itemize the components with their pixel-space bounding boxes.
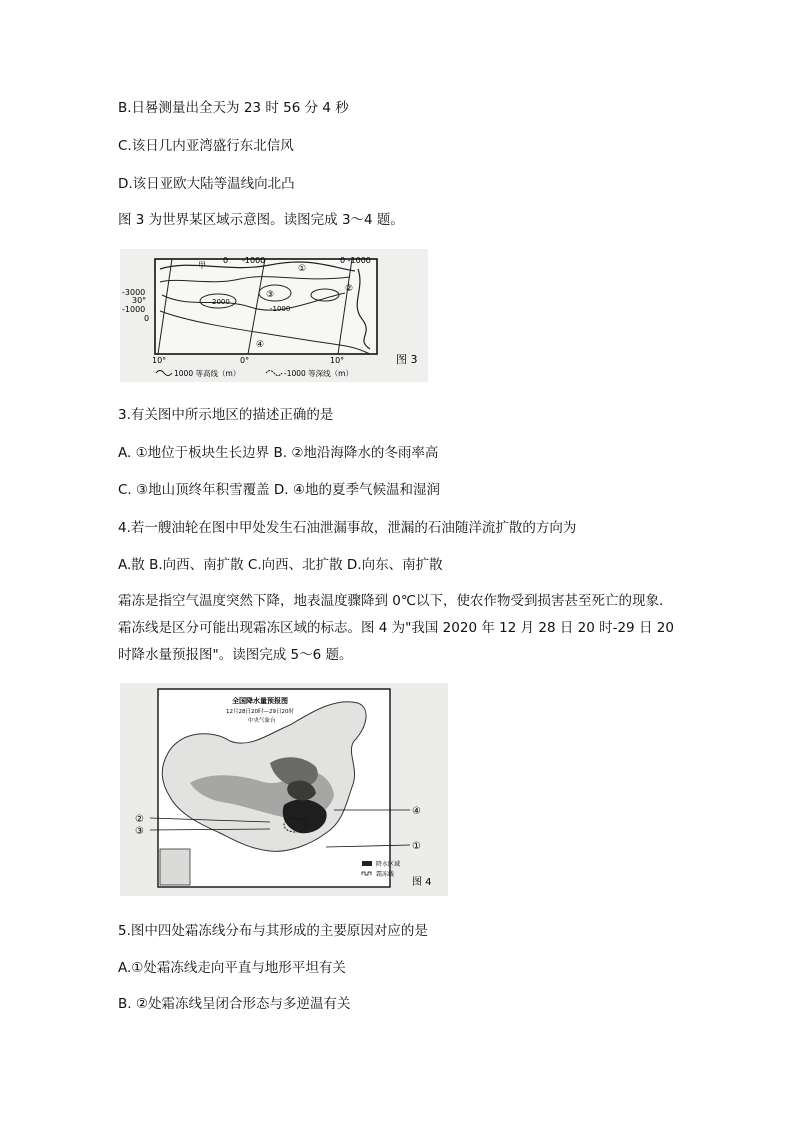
question-3-options-cd: C. ③地山顶终年积雪覆盖 D. ④地的夏季气候温和湿润: [118, 482, 440, 498]
legend-precip: 降水区域: [376, 861, 401, 868]
label-jia: 甲: [198, 261, 206, 270]
legend-isobath-swatch: [266, 371, 282, 376]
frost-intro-paragraph: 霜冻是指空气温度突然下降，地表温度骤降到 0℃以下，使农作物受到损害甚至死亡的现象. 霜冻线是区分可能出现霜冻区域的标志。图 4 为"我国 2020 年 12 月 28 日 20 时-29 日 20 时降水量预报图"。读图完成 5～6 题。: [118, 593, 674, 663]
label-n1: ①: [298, 264, 307, 274]
question-4-options: A.散 B.向西、南扩散 C.向西、北扩散 D.向东、南扩散: [118, 557, 443, 573]
question-3-options-ab: A. ①地位于板块生长边界 B. ②地沿海降水的冬雨率高: [118, 445, 439, 461]
label-n3: ③: [266, 290, 275, 300]
label-left-m1000: -1000: [122, 305, 146, 314]
label-n1: ①: [412, 841, 421, 852]
label-n2: ②: [345, 284, 354, 294]
label-top-right: 0 -1000: [340, 256, 371, 265]
label-lon-e10: 10°: [330, 356, 345, 365]
map-frame: [155, 259, 377, 354]
label-left-m3000: -3000: [122, 288, 146, 297]
label-m1000: -1000: [270, 305, 291, 313]
legend-isobath: -1000 等深线（m）: [284, 369, 353, 378]
map-agency: 中央气象台: [248, 718, 276, 724]
label-top-m1000: -1000: [242, 256, 266, 265]
figure-3-caption: 图 3: [396, 353, 418, 366]
figure-3-intro: 图 3 为世界某区域示意图。读图完成 3～4 题。: [118, 212, 404, 228]
label-2000: 2000: [212, 298, 230, 306]
question-2-option-d: D.该日亚欧大陆等温线向北凸: [118, 176, 295, 192]
question-4-stem: 4.若一艘油轮在图中甲处发生石油泄漏事故，泄漏的石油随洋流扩散的方向为: [118, 520, 577, 536]
label-lon-w10: 10°: [152, 356, 167, 365]
question-2-option-c: C.该日几内亚湾盛行东北信风: [118, 138, 294, 154]
legend-contour-swatch: [156, 371, 172, 376]
figure-4-map: [120, 683, 448, 896]
question-5-option-b: B. ②处霜冻线呈闭合形态与多逆温有关: [118, 996, 351, 1012]
map-subtitle: 12月28日20时—29日20时: [226, 709, 294, 715]
legend-precip-swatch: [362, 861, 372, 866]
question-5-option-a: A.①处霜冻线走向平直与地形平坦有关: [118, 960, 346, 976]
label-n4: ④: [256, 340, 265, 350]
legend-frost: 霜冻线: [376, 871, 395, 878]
question-3-stem: 3.有关图中所示地区的描述正确的是: [118, 407, 334, 423]
question-2-option-b: B.日晷测量出全天为 23 时 56 分 4 秒: [118, 100, 349, 116]
label-left-30: 30°: [132, 296, 147, 305]
label-n2: ②: [135, 814, 144, 825]
label-top-zero: 0: [223, 256, 229, 265]
map-title: 全国降水量预报图: [232, 697, 288, 705]
south-china-sea-inset: [160, 849, 190, 885]
figure-3-svg: [120, 249, 428, 382]
question-5-stem: 5.图中四处霜冻线分布与其形成的主要原因对应的是: [118, 923, 428, 939]
label-n4: ④: [412, 806, 421, 817]
figure-4-caption: 图 4: [412, 877, 432, 888]
figure-3-map: [120, 249, 428, 382]
label-left-0: 0: [144, 314, 150, 323]
label-n3: ③: [135, 826, 144, 837]
label-lon-0: 0°: [240, 356, 250, 365]
figure-4-svg: [120, 683, 448, 896]
legend-contour: 1000 等高线（m）: [174, 369, 241, 378]
